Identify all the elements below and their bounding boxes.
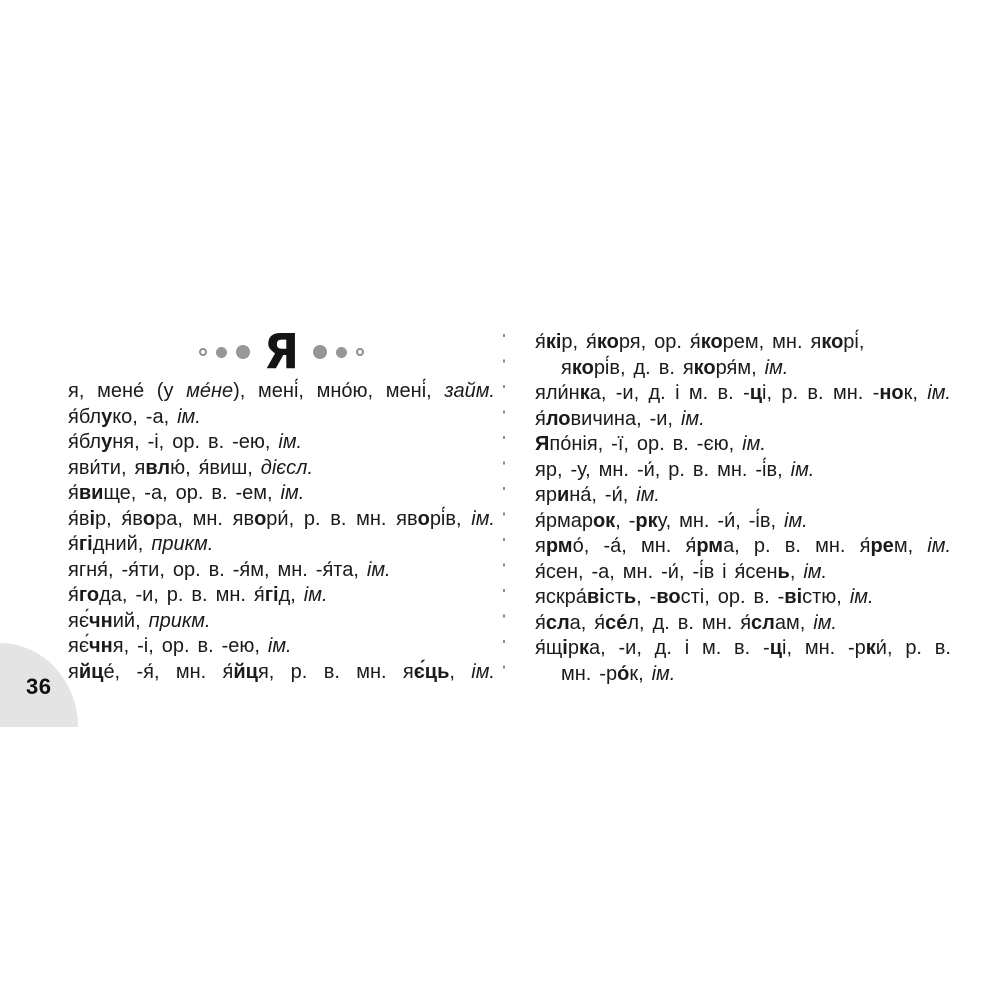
entry-text: по́нія, -ї, ор. в. -єю, (549, 433, 743, 455)
entry-text: ь (777, 560, 790, 583)
entry-text: прикм. (151, 533, 214, 555)
entry-text: сл (751, 611, 775, 634)
entry-text: о (142, 507, 156, 530)
entry-text: йц (78, 660, 104, 683)
dictionary-entry-line (535, 483, 951, 509)
dictionary-entry-line (68, 558, 495, 584)
entry-text: да, -и, р. в. мн. я́ (99, 584, 265, 606)
dictionary-entry-line (535, 560, 951, 586)
entry-text: и́, р. в. (875, 637, 951, 659)
entry-text: ня, -і, ор. в. -ею, (112, 431, 279, 453)
entry-text: ц (769, 637, 783, 659)
entry-text: ви (78, 482, 104, 504)
dictionary-entry-line (68, 456, 495, 482)
ornament-dot-icon (336, 347, 347, 358)
entry-text: яли́н (535, 382, 580, 404)
entry-text: ме́не (186, 380, 234, 402)
entry-text: я (561, 356, 572, 379)
entry-text: о (254, 507, 267, 530)
dictionary-entry-line (535, 585, 951, 611)
dictionary-entry-line (535, 381, 951, 407)
page-number: 36 (26, 674, 52, 699)
entry-text: ам, (774, 611, 814, 634)
entry-text: чн (89, 635, 113, 657)
dictionary-entry-line (535, 407, 951, 433)
entry-text: ко (700, 331, 723, 353)
entry-text: ім. (280, 482, 305, 504)
entry-text: а, р. в. мн. я́ (723, 535, 871, 557)
entry-text: рі́в, д. в. я (593, 356, 694, 379)
entry-text: рк (635, 509, 658, 532)
entry-text: я́ (68, 533, 79, 555)
entry-text: вл (145, 456, 171, 479)
right-column (535, 330, 951, 687)
entry-text: ко, -а, (112, 405, 178, 428)
entry-text: я́сен, -а, мн. -и́, -і́в і я́сен (535, 560, 778, 583)
entry-text: мн. -р (561, 662, 618, 685)
entry-text: ім. (927, 382, 951, 404)
entry-text: о́ (617, 662, 630, 685)
dictionary-entry-line (535, 636, 951, 662)
dictionary-entry-line (68, 532, 495, 558)
entry-text: я, -і, ор. в. -ею, (112, 635, 268, 657)
entry-text: рі́в, (429, 507, 472, 530)
entry-text: , - (615, 509, 636, 532)
entry-text: ий, (112, 609, 149, 632)
left-column (68, 379, 495, 685)
entry-text: я́ (535, 611, 546, 634)
entry-text: ст (604, 586, 624, 608)
entry-text: у (101, 431, 113, 453)
entry-text: і (562, 637, 568, 659)
entry-text: р, я́в (95, 507, 143, 530)
ornament-dot-icon (236, 345, 250, 359)
entry-text: , (449, 660, 472, 683)
entry-text: рм (545, 535, 573, 557)
entry-text: ря, ор. я́ (618, 331, 701, 353)
entry-text: ), мені́, мно́ю, мені́, (233, 380, 445, 402)
entry-text: л, д. в. мн. я́ (627, 611, 752, 634)
entry-text: яскра́ (535, 586, 587, 608)
entry-text: я́ (535, 407, 546, 430)
entry-text: ім. (790, 458, 815, 481)
entry-text: на́, -и́, (569, 484, 637, 506)
entry-text: к (579, 382, 590, 404)
entry-text: ок (592, 509, 616, 532)
entry-text: яр, -у, мн. -и́, р. в. мн. -і́в, (535, 458, 791, 481)
entry-text: ім. (803, 560, 828, 583)
entry-text: яє́ (68, 609, 90, 632)
entry-text: гі (264, 584, 279, 606)
entry-text: ім. (278, 431, 303, 453)
entry-text: ря́м, (715, 356, 765, 379)
ornament-dot-icon (313, 345, 327, 359)
entry-text: а, я́ (569, 611, 606, 634)
entry-text: ю́, я́виш, (170, 456, 261, 479)
entry-text: сті, ор. в. - (680, 586, 785, 608)
entry-text: є́ць (413, 660, 450, 683)
section-header (68, 324, 495, 380)
entry-text: ім. (764, 356, 789, 379)
entry-text: ві (586, 586, 605, 608)
entry-text: рм (696, 535, 724, 557)
dictionary-entry-line (535, 534, 951, 560)
entry-text: я (68, 660, 79, 683)
entry-text: ц (749, 382, 763, 404)
entry-text: во (656, 586, 681, 608)
entry-text: Я (535, 433, 550, 455)
entry-text: вичина, -и, (570, 407, 681, 430)
entry-text: йц (233, 660, 258, 683)
entry-text: я́ (68, 584, 79, 606)
entry-text: о́, -а́, мн. я́ (572, 535, 697, 557)
dictionary-entry-line (535, 356, 951, 382)
entry-text: ім. (742, 433, 766, 455)
entry-text: прикм. (148, 609, 211, 632)
entry-text: ре (870, 535, 894, 557)
entry-text: ім. (471, 507, 495, 530)
entry-text: рі́, (843, 331, 865, 353)
dictionary-entry-line (68, 609, 495, 635)
entry-text: ім. (366, 558, 391, 581)
entry-text: я́ (535, 331, 546, 353)
dictionary-entry-line (68, 634, 495, 660)
entry-text: ра, мн. яв (155, 507, 255, 530)
entry-text: ім. (680, 407, 705, 430)
dictionary-entry-line (68, 583, 495, 609)
column-divider (503, 334, 505, 686)
entry-text: і, мн. -р (782, 637, 866, 659)
entry-text: ім. (927, 535, 952, 557)
entry-text: ім. (849, 586, 874, 608)
entry-text: ь (623, 586, 637, 608)
dictionary-entry-line (68, 481, 495, 507)
entry-text: і, р. в. мн. - (762, 382, 880, 404)
entry-text: я (535, 535, 546, 557)
entry-text: ім. (471, 660, 495, 683)
section-letter: Я (263, 323, 300, 381)
dictionary-entry-line (68, 379, 495, 405)
entry-text: я́щ (535, 637, 563, 659)
entry-text: но (879, 382, 904, 404)
entry-text: я, мене́ (у (68, 380, 187, 402)
entry-text: я, р. в. мн. я (257, 660, 414, 683)
entry-text: к, (629, 662, 652, 685)
dictionary-entry-line (535, 432, 951, 458)
entry-text: д, (278, 584, 304, 606)
entry-text: ягня́, -я́ти, ор. в. -я́м, мн. -я́та, (68, 558, 367, 581)
entry-text: ко (596, 331, 619, 353)
entry-text: і (89, 507, 96, 530)
dictionary-entry-line (68, 507, 495, 533)
entry-text: е́, -я́, мн. я́ (103, 660, 234, 683)
dictionary-entry-line (535, 330, 951, 356)
entry-text: я́в (68, 507, 90, 530)
entry-text: ри́, р. в. мн. яв (266, 507, 418, 530)
entry-text: к (865, 637, 876, 659)
entry-text: к (578, 637, 589, 659)
entry-text: у, мн. -и́, -і́в, (657, 509, 785, 532)
entry-text: ко (571, 356, 594, 379)
entry-text: ім. (303, 584, 328, 606)
dictionary-entry-line (535, 458, 951, 484)
entry-text: ім. (267, 635, 292, 657)
entry-text: а, -и, д. і м. в. - (589, 382, 750, 404)
entry-text: у (101, 405, 113, 428)
entry-text: займ. (444, 380, 495, 402)
entry-text: се́ (605, 611, 628, 634)
entry-text: ім. (813, 611, 837, 634)
entry-text: яр (535, 484, 557, 506)
entry-text: го (78, 584, 100, 606)
entry-text: ім. (651, 662, 676, 685)
entry-text: ще, -а, ор. в. -ем, (103, 482, 281, 504)
entry-text: дний, (92, 533, 152, 555)
dictionary-entry-line (535, 509, 951, 535)
entry-text: ло (545, 407, 571, 430)
dictionary-entry-line (68, 660, 495, 686)
entry-text: я́бл (68, 431, 102, 453)
ornament-ring-icon (356, 348, 364, 356)
entry-text: кі (545, 331, 562, 353)
entry-text: яви́ти, я (68, 456, 146, 479)
entry-text: р, я́ (561, 331, 597, 353)
entry-text: , - (636, 586, 657, 608)
dictionary-entry-line (68, 430, 495, 456)
entry-text: ім. (784, 509, 808, 532)
entry-text: чн (89, 609, 113, 632)
entry-text: а, -и, д. і м. в. - (589, 637, 770, 659)
entry-text: ко (821, 331, 844, 353)
entry-text: я́ (68, 482, 79, 504)
entry-text: , (789, 560, 804, 583)
entry-text: я́бл (68, 405, 102, 428)
entry-text: и (556, 484, 570, 506)
entry-text: ім. (636, 484, 660, 506)
entry-text: ко (693, 356, 716, 379)
entry-text: рем, мн. я (722, 331, 822, 353)
entry-text: стю, (802, 586, 850, 608)
dictionary-entry-line (535, 662, 951, 688)
entry-text: ві (784, 586, 803, 608)
entry-text: р (567, 637, 579, 659)
entry-text: дієсл. (260, 456, 314, 479)
entry-text: м, (893, 535, 928, 557)
entry-text: яє́ (68, 635, 90, 657)
entry-text: сл (545, 611, 570, 634)
entry-text: ім. (177, 405, 201, 428)
entry-text: о (417, 507, 430, 530)
entry-text: гі (78, 533, 93, 555)
ornament-ring-icon (199, 348, 207, 356)
ornament-dot-icon (216, 347, 227, 358)
dictionary-entry-line (535, 611, 951, 637)
entry-text: к, (903, 382, 928, 404)
dictionary-entry-line (68, 405, 495, 431)
entry-text: я́рмар (535, 509, 593, 532)
